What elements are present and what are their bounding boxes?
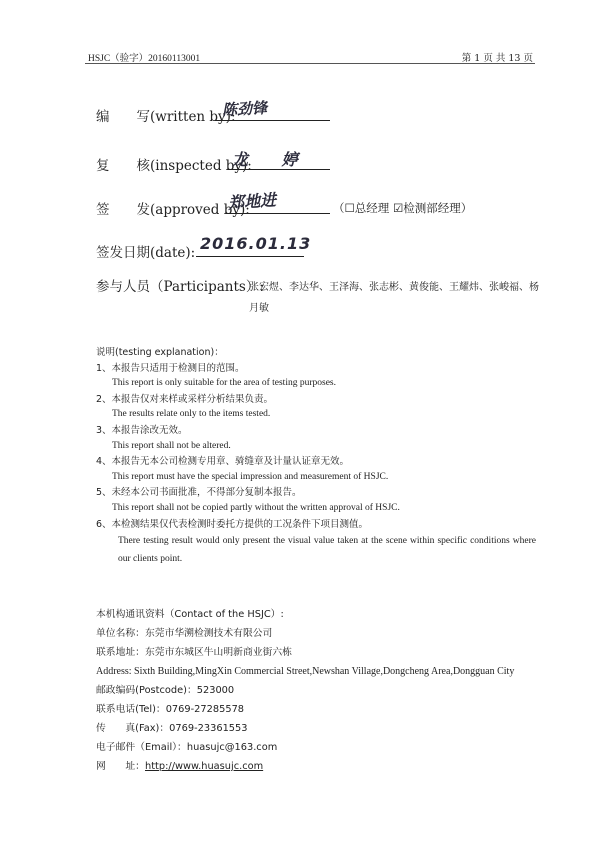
website-label: 网 址： [96, 761, 145, 772]
explanation-title: 说明(testing explanation)： [96, 347, 224, 358]
explanation-item-en: This report is only suitable for the area of testing purposes. [112, 378, 336, 389]
explanation-item-cn: 3、本报告涂改无效。 [96, 424, 188, 436]
explanation-item-en: This report shall not be altered. [112, 440, 231, 451]
explanation-item-cn: 6、本检测结果仅代表检测时委托方提供的工况条件下项目测值。 [96, 518, 369, 530]
contact-unit: 单位名称：东莞市华溯检测技术有限公司 [96, 628, 273, 639]
issue-date-label: 签发日期(date): [96, 245, 196, 261]
written-by-line [215, 120, 330, 121]
explanation-item-en: This report must have the special impression and measurement of HSJC. [112, 471, 389, 482]
contact-postcode: 邮政编码(Postcode)：523000 [96, 685, 235, 696]
issue-date-line [196, 256, 304, 257]
contact-tel: 联系电话(Tel)：0769-27285578 [96, 704, 245, 715]
explanation-item-cn: 1、本报告只适用于检测目的范围。 [96, 362, 245, 374]
contact-fax: 传 真(Fax)：0769-23361553 [96, 723, 248, 734]
participants-names: 张宏煜、李达华、王泽海、张志彬、黄俊能、王耀炜、张峻福、杨月敏 [249, 282, 539, 314]
explanation-item-en: There testing result would only present the visual value taken at the scene within specific conditions where our clients point. [118, 536, 536, 565]
explanation-item-en: The results relate only to the items tested. [112, 409, 271, 420]
inspected-by-signature: 龙 婷 [232, 150, 312, 169]
contact-address-cn: 联系地址：东莞市东城区牛山明新商业街六栋 [96, 647, 292, 658]
explanation-item-cn: 5、未经本公司书面批准，不得部分复制本报告。 [96, 487, 302, 499]
contact-section [96, 605, 541, 776]
contact-website [96, 757, 541, 776]
written-by-label: 编 写(written by): [96, 109, 236, 125]
website-link[interactable]: http://www.huasujc.com [144, 761, 264, 772]
contact-address-en: Address: Sixth Building,MingXin Commercial Street,Newshan Village,Dongcheng Area,Dongguan City [96, 666, 515, 677]
explanation-item-cn: 4、本报告无本公司检测专用章、骑缝章及计量认证章无效。 [96, 456, 350, 468]
contact-title: 本机构通讯资料（Contact of the HSJC）: [96, 609, 284, 620]
page-info: 第 1 页 共 13 页 [461, 53, 533, 64]
approved-by-signature: 郑地进 [227, 190, 277, 213]
general-manager-option: （☐总经理 [333, 201, 390, 215]
testing-explanation [96, 345, 536, 568]
testing-manager-option: ☑检测部经理） [392, 201, 473, 215]
header-rule [85, 63, 535, 64]
report-number: HSJC（验字）20160113001 [88, 54, 201, 64]
approver-role-note [333, 200, 472, 216]
explanation-item-cn: 2、本报告仅对来样或采样分析结果负责。 [96, 393, 274, 405]
contact-email: 电子邮件（Email）：huasujc@163.com [96, 742, 278, 753]
participants-section [96, 275, 539, 314]
explanation-item-en: This report shall not be copied partly without the written approval of HSJC. [112, 502, 400, 513]
participants-label: 参与人员（Participants）: [96, 279, 264, 295]
issue-date-handwritten: 2016.01.13 [200, 234, 312, 253]
approved-by-line [226, 213, 330, 214]
written-by-signature: 陈劲锋 [221, 98, 268, 120]
inspected-by-label: 复 核(inspected by): [96, 158, 252, 174]
approved-by-label: 签 发(approved by): [96, 202, 250, 218]
